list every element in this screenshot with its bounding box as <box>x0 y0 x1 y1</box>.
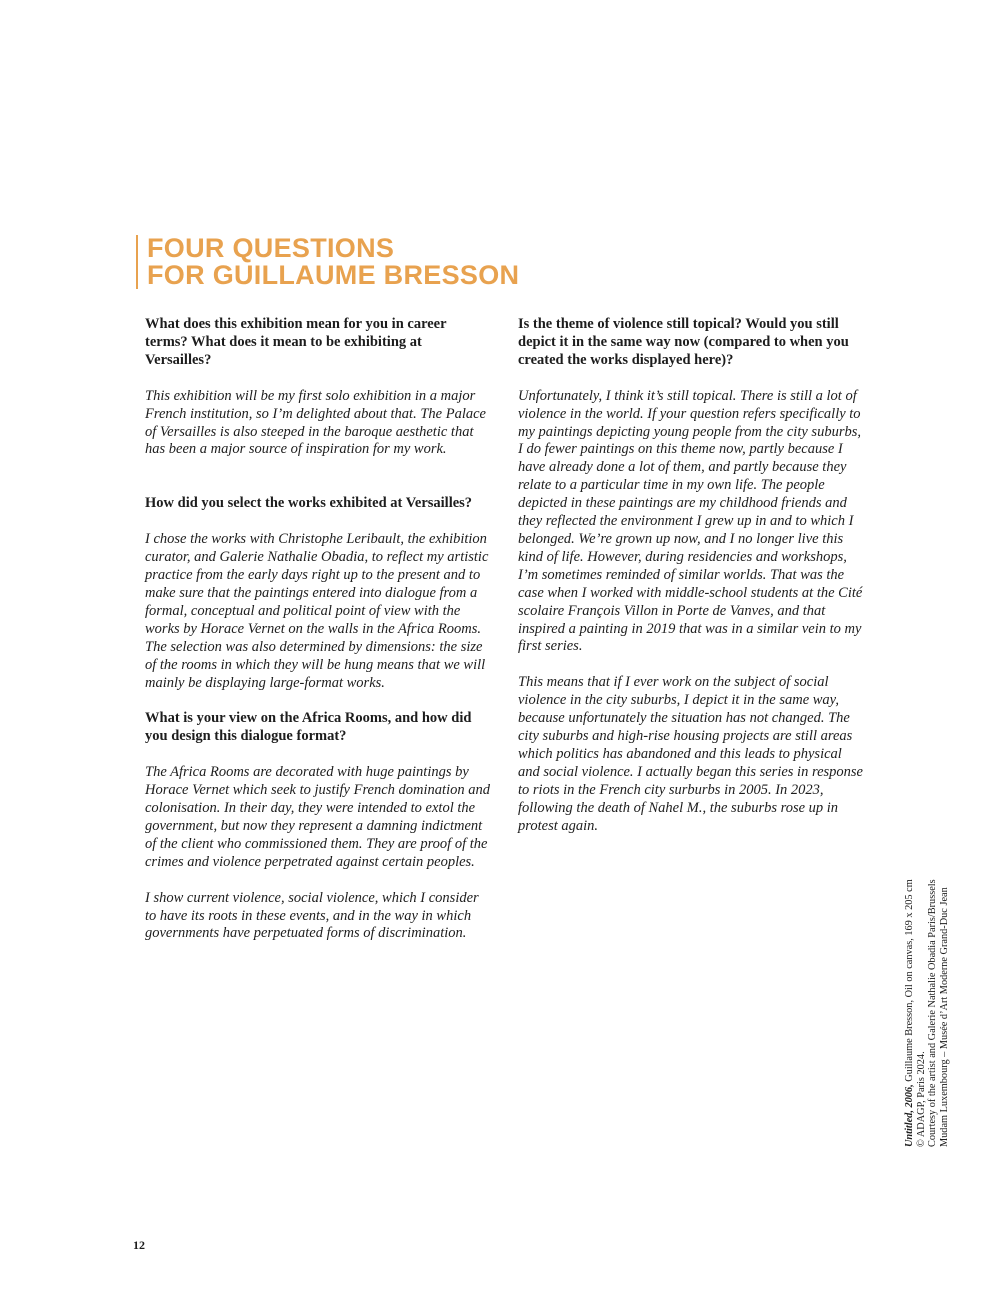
right-column <box>518 316 863 853</box>
answer-3-paragraph-1: The Africa Rooms are decorated with huge paintings by Horace Vernet which seek to justify French domination and colonisation. In their day, they were intended to extol the government, but now they represent a damning indictment of the client who commissioned them. They are proof of the crimes and violence perpetrated against certain peoples. <box>145 764 490 870</box>
answer-2-paragraph-1: I chose the works with Christophe Leribault, the exhibition curator, and Galerie Nathalie Obadia, to reflect my artistic practice from the early days right up to the present and to make sure that the paintings entered into dialogue from a formal, conceptual and political point of view with the works by Horace Vernet on the walls in the Africa Rooms. <box>145 531 489 637</box>
caption-line-1-rest: Guillaume Bresson, Oil on canvas, 169 x 205 cm <box>904 879 915 1085</box>
answer-4-paragraph-2: This means that if I ever work on the subject of social violence in the city suburbs, I depict it in the same way, because unfortunately the situation has not changed. The city suburbs and high-rise housing projects are still areas which politics has abandoned and this leads to physical and social violence. I actually began this series in response to riots in the French city surburbs in 2005. In 2023, following the death of Nahel M., the suburbs rose up in protest again. <box>518 674 863 834</box>
question-3: What is your view on the Africa Rooms, and how did you design this dialogue format? <box>145 710 472 745</box>
caption-line-2: © ADAGP, Paris 2024. <box>915 1051 927 1147</box>
title-line-2: FOR GUILLAUME BRESSON <box>147 260 520 290</box>
caption-line-3: Courtesy of the artist and Galerie Nathalie Obadia Paris/Brussels <box>927 879 939 1147</box>
answer-1: This exhibition will be my first solo exhibition in a major French institution, so I’m delighted about that. The Palace of Versailles is also steeped in the baroque aesthetic that has been a major source of inspiration for my work. <box>145 387 486 458</box>
caption-line-4: Mudam Luxembourg – Musée d’Art Moderne Grand-Duc Jean <box>938 887 950 1147</box>
caption-line-1 <box>904 787 916 1147</box>
page-title <box>136 235 519 289</box>
left-column <box>145 316 490 961</box>
page-number: 12 <box>133 1238 145 1252</box>
image-caption <box>904 787 950 1147</box>
question-2: How did you select the works exhibited at Versailles? <box>145 495 473 512</box>
answer-3-paragraph-2: I show current violence, social violence, which I consider to have its roots in these events, and in the way in which governments have perpetuated forms of discrimination. <box>145 889 479 942</box>
question-1: What does this exhibition mean for you in career terms? What does it mean to be exhibiting at Versailles? <box>145 316 447 368</box>
caption-work-title: Untitled, 2006, <box>904 1084 915 1147</box>
title-line-1: FOUR QUESTIONS <box>147 233 395 263</box>
answer-4-paragraph-1: Unfortunately, I think it’s still topical. There is still a lot of violence in the world. If your question refers specifically to my paintings depicting young people from the city suburbs, I do fewer paintings on this theme now, partly because I have already done a lot of them, and partly because they relate to a particular time in my own life. The people depicted in these paintings are my childhood friends and they reflected the environment I grew up in and to which I belonged. We’re grown up now, and I no longer live this kind of life. However, during residencies and workshops, I’m sometimes reminded of similar worlds. That was the case when I worked with middle-school students at the Cité scolaire François Villon in Porte de Vanves, and that inspired a painting in 2019 that was in a similar vein to my first series. <box>518 387 863 655</box>
question-4: Is the theme of violence still topical? Would you still depict it in the same way now (compared to when you created the works displayed here)? <box>518 316 849 368</box>
answer-2-paragraph-2: The selection was also determined by dimensions: the size of the rooms in which they will be hung means that we will mainly be displaying large-format works. <box>145 638 486 691</box>
